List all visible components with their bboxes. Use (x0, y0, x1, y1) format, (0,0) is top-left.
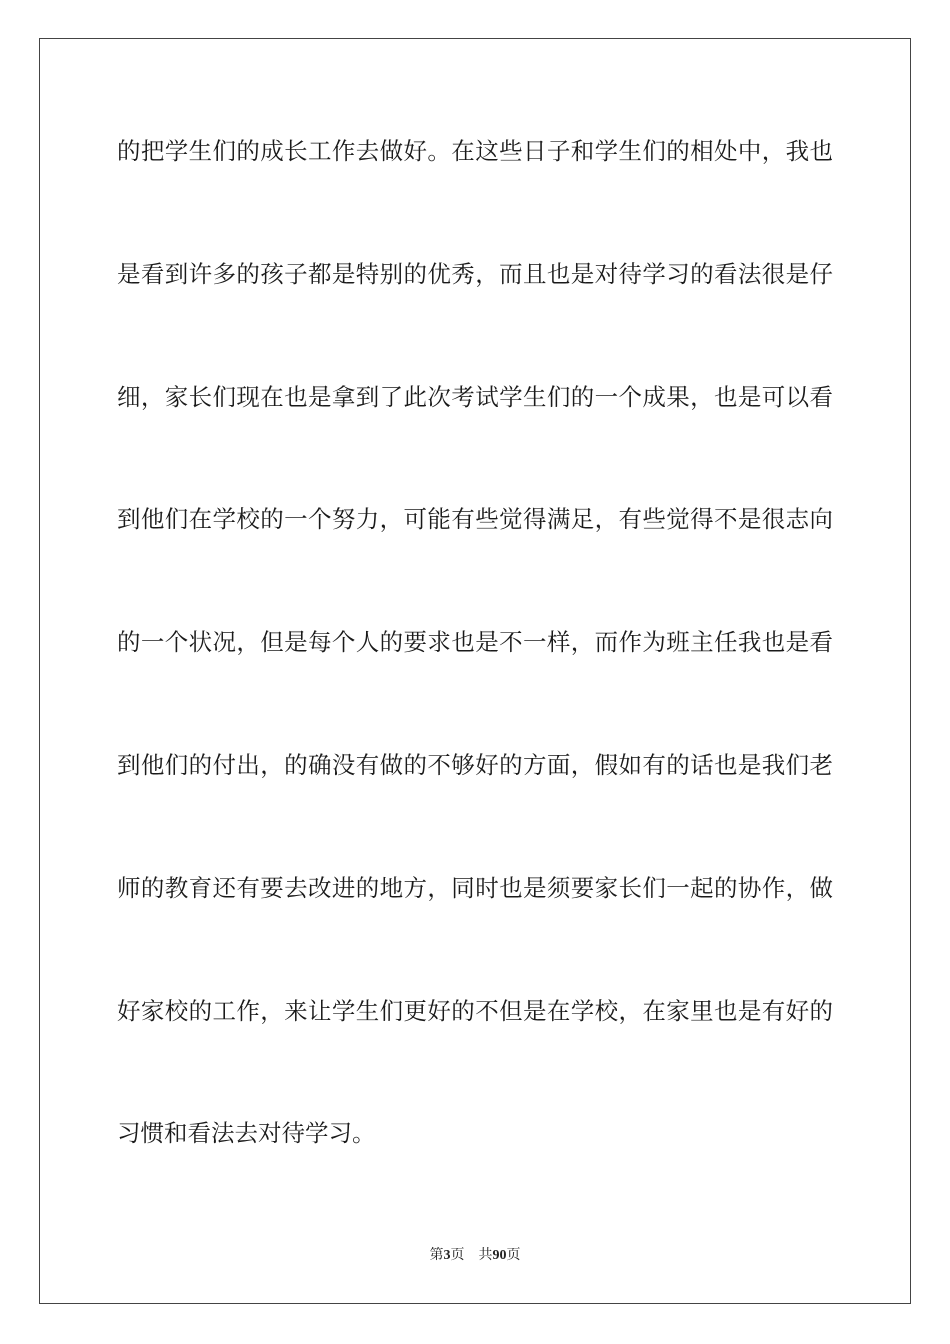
text-line: 细，家长们现在也是拿到了此次考试学生们的一个成果，也是可以看 (117, 382, 833, 411)
body-text (117, 131, 833, 1236)
page-current: 3 (443, 1248, 451, 1263)
text-line: 师的教育还有要去改进的地方，同时也是须要家长们一起的协作，做 (117, 873, 833, 902)
text-line: 的一个状况，但是每个人的要求也是不一样，而作为班主任我也是看 (117, 628, 833, 657)
text-line: 的把学生们的成长工作去做好。在这些日子和学生们的相处中，我也 (117, 137, 833, 165)
total-suffix: 页 (506, 1247, 521, 1263)
page-prefix: 第 (429, 1247, 444, 1263)
text-line: 到他们在学校的一个努力，可能有些觉得满足，有些觉得不是很志向 (117, 505, 833, 534)
total-prefix: 共 (478, 1247, 493, 1263)
page-footer (0, 1244, 950, 1264)
page-total: 90 (492, 1248, 507, 1263)
text-line: 是看到许多的孩子都是特别的优秀，而且也是对待学习的看法很是仔 (117, 259, 833, 288)
text-line: 到他们的付出，的确没有做的不够好的方面，假如有的话也是我们老 (117, 750, 833, 779)
text-line: 好家校的工作，来让学生们更好的不但是在学校，在家里也是有好的 (117, 996, 833, 1025)
page-suffix: 页 (450, 1247, 465, 1263)
text-line: 习惯和看法去对待学习。 (117, 1119, 376, 1148)
